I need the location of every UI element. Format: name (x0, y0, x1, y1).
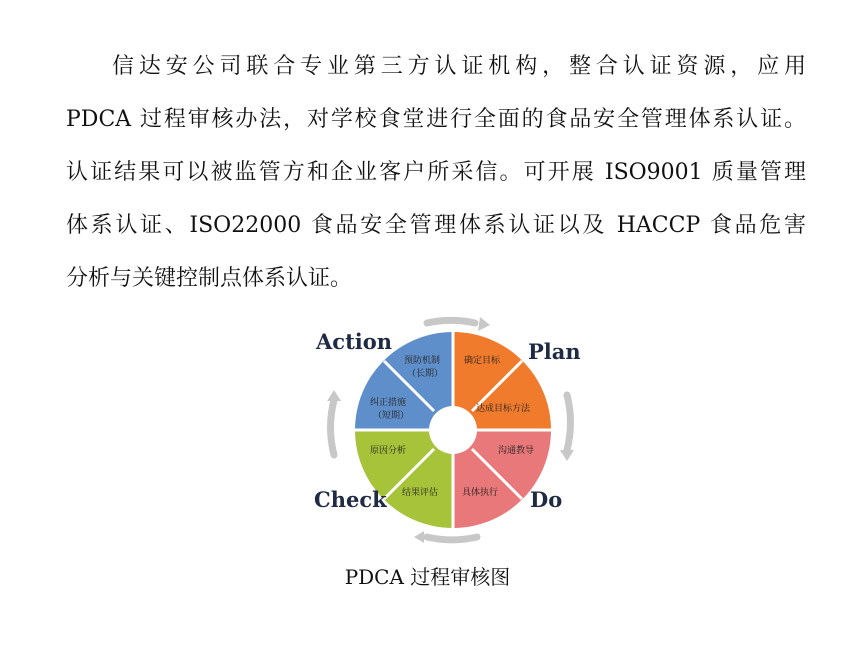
paragraph-line: 认证结果可以被监管方和企业客户所采信。可开展 ISO9001 质量管理 (66, 160, 806, 185)
center-hole (429, 406, 477, 454)
action-segment-label-1a: 预防机制 (404, 356, 441, 366)
pdca-diagram (312, 305, 592, 550)
plan-segment-label-2: 达成目标方法 (476, 404, 531, 414)
action-label: Action (316, 329, 393, 354)
do-segment-label-2: 具体执行 (462, 488, 499, 498)
action-segment-label-2b: （短期） (373, 411, 410, 421)
arrow-head-bottom (414, 531, 424, 543)
body-paragraph (66, 40, 806, 305)
do-segment-label-1: 沟通教导 (498, 446, 535, 456)
paragraph-line: 信达安公司联合专业第三方认证机构，整合认证资源，应用 (112, 54, 806, 79)
action-segment-label-2a: 纠正措施 (370, 398, 407, 408)
arrow-top (427, 320, 475, 323)
paragraph-line: 体系认证、ISO22000 食品安全管理体系认证以及 HACCP 食品危害 (66, 213, 806, 238)
do-label: Do (530, 487, 563, 512)
figure-caption: PDCA 过程审核图 (344, 565, 511, 589)
paragraph-line: PDCA 过程审核办法，对学校食堂进行全面的食品安全管理体系认证。 (66, 107, 806, 132)
pdca-cycle-graphic (312, 305, 592, 550)
check-segment-label-1: 原因分析 (370, 446, 407, 456)
paragraph-line: 分析与关键控制点体系认证。 (66, 266, 353, 291)
arrow-head-right (560, 450, 574, 461)
arrow-right (567, 395, 570, 450)
plan-label: Plan (528, 339, 581, 364)
arrow-bottom (427, 537, 477, 540)
check-segment-label-2: 结果评估 (402, 488, 439, 498)
check-label: Check (314, 487, 387, 512)
plan-segment-label-1: 确定目标 (464, 356, 501, 366)
arrow-head-top (478, 317, 490, 331)
action-segment-label-1b: （长期） (407, 369, 444, 379)
arrow-left (331, 400, 334, 455)
arrow-head-left (327, 390, 341, 401)
